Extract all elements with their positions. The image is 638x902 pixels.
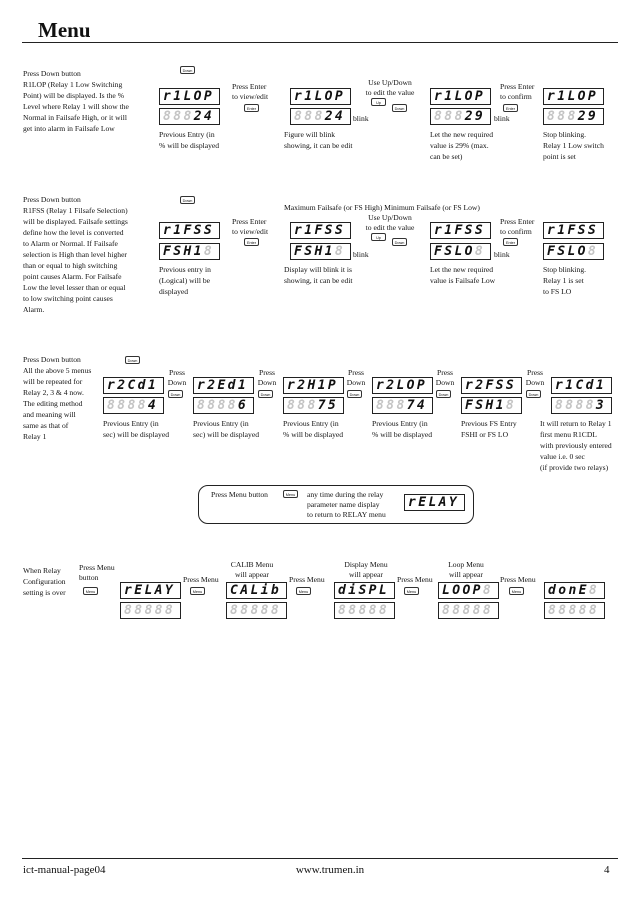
blink-label: blink (353, 250, 369, 259)
caption: Previous FS Entry FSHI or FS LO (461, 419, 517, 439)
blink-label: blink (494, 114, 510, 123)
lcd-display: r2H1P (283, 377, 344, 394)
caption: Let the new required value is 29% (max. can be set) (430, 130, 494, 161)
lcd-display: 88824 (290, 108, 351, 125)
press-enter-label: Press Enter to view/edit (232, 217, 269, 236)
lcd-display: 88875 (283, 397, 344, 414)
failsafe-heading: Maximum Failsafe (or FS High) Minimum Failsafe (or FS Low) (284, 203, 480, 212)
enter-button[interactable]: Enter (244, 104, 259, 112)
caption: Previous Entry (in % will be displayed (372, 419, 433, 439)
lcd-display: 88888 (544, 602, 605, 619)
lcd-display: 88888 (334, 602, 395, 619)
lcd-display: r1LOP (543, 88, 604, 105)
lcd-display: r2LOP (372, 377, 433, 394)
lcd-display: 88874 (372, 397, 433, 414)
calib-menu-label: CALIB Menu will appear (230, 560, 274, 579)
press-enter-confirm-label: Press Enter to confirm (500, 82, 535, 101)
lcd-display: 88829 (430, 108, 491, 125)
press-down-label: Press Down (167, 368, 187, 387)
press-down-label: Press Down (525, 368, 545, 387)
lcd-display: r1FSS (430, 222, 491, 239)
lcd-display: r1LOP (430, 88, 491, 105)
down-button[interactable]: Down (258, 390, 273, 398)
lcd-display: diSPL (334, 582, 395, 599)
page-number: 4 (604, 864, 610, 876)
down-button[interactable]: Down (347, 390, 362, 398)
lcd-display: donE8 (544, 582, 605, 599)
lcd-display: 88824 (159, 108, 220, 125)
down-button[interactable]: Down (180, 66, 195, 74)
press-enter-label: Press Enter to view/edit (232, 82, 269, 101)
lcd-display: rELAY (404, 494, 465, 511)
lcd-display: FSH18 (461, 397, 522, 414)
up-button[interactable]: Up (371, 98, 386, 106)
press-menu-label: Press Menu (183, 575, 219, 584)
caption: Previous Entry (in sec) will be displayed (193, 419, 260, 439)
caption: Previous entry in (Logical) will be displayed (159, 265, 211, 296)
menu-button[interactable]: Menu (283, 490, 298, 498)
section4-intro: When Relay Configuration setting is over (23, 566, 66, 597)
lcd-display: r1LOP (290, 88, 351, 105)
press-down-label: Press Down (435, 368, 455, 387)
blink-label: blink (494, 250, 510, 259)
use-updown-label: Use Up/Down to edit the value (365, 213, 415, 232)
menu-button[interactable]: Menu (83, 587, 98, 595)
title-rule (22, 42, 618, 43)
caption: Stop blinking. Relay 1 is set to FS LO (543, 265, 587, 296)
caption: It will return to Relay 1 first menu R1CDL with previously entered value i.e. 0 sec (if provide two relays) (540, 419, 612, 472)
press-menu-label: Press Menu button (211, 490, 268, 499)
lcd-display: LOOP8 (438, 582, 499, 599)
menu-return-text: any time during the relay parameter name display to return to RELAY menu (307, 490, 386, 519)
lcd-display: r2Ed1 (193, 377, 254, 394)
lcd-display: FSH18 (290, 243, 351, 260)
caption: Previous Entry (in % will be displayed (159, 130, 220, 150)
lcd-display: CALib (226, 582, 287, 599)
page-title: Menu (38, 18, 91, 42)
lcd-display: FSLO8 (543, 243, 604, 260)
display-menu-label: Display Menu will appear (344, 560, 388, 579)
lcd-display: 88886 (193, 397, 254, 414)
press-menu-label: Press Menu (289, 575, 325, 584)
blink-label: blink (353, 114, 369, 123)
down-button[interactable]: Down (180, 196, 195, 204)
section3-intro: Press Down button All the above 5 menus will be repeated for Relay 2, 3 & 4 now. The editing method and meaning will same as that of Relay 1 (23, 355, 92, 441)
menu-button[interactable]: Menu (509, 587, 524, 595)
caption: Stop blinking. Relay 1 Low switch point is set (543, 130, 604, 161)
lcd-display: 88888 (226, 602, 287, 619)
lcd-display: 88883 (551, 397, 612, 414)
caption: Figure will blink showing, it can be edit (284, 130, 353, 150)
footer-url[interactable]: www.trumen.in (295, 864, 365, 876)
caption: Display will blink it is showing, it can be edit (284, 265, 353, 285)
lcd-display: r1FSS (159, 222, 220, 239)
lcd-display: FSH18 (159, 243, 220, 260)
menu-button[interactable]: Menu (296, 587, 311, 595)
down-button[interactable]: Down (392, 238, 407, 246)
lcd-display: rELAY (120, 582, 181, 599)
caption: Previous Entry (in sec) will be displayed (103, 419, 170, 439)
press-menu-label: Press Menu button (79, 563, 115, 582)
menu-button[interactable]: Menu (404, 587, 419, 595)
enter-button[interactable]: Enter (503, 104, 518, 112)
lcd-display: r2FSS (461, 377, 522, 394)
up-button[interactable]: Up (371, 233, 386, 241)
down-button[interactable]: Down (392, 104, 407, 112)
caption: Previous Entry (in % will be displayed (283, 419, 344, 439)
section2-intro: Press Down button R1FSS (Relay 1 Filsafe Selection) will be displayed. Failsafe settings define how the level is converted to Alarm or Normal. If Failsafe selection is High than level higher than or equal to high switching point causes Alarm. For Failsafe Low the level lesser than or equal to low switching point causes Alarm. (23, 195, 128, 314)
lcd-display: 88884 (103, 397, 164, 414)
press-down-label: Press Down (346, 368, 366, 387)
footer-rule (22, 858, 618, 859)
press-menu-label: Press Menu (397, 575, 433, 584)
lcd-display: r1LOP (159, 88, 220, 105)
footer-left: ict-manual-page04 (23, 864, 106, 876)
section1-intro: Press Down button R1LOP (Relay 1 Low Switching Point) will be displayed. Is the % Level where Relay 1 will show the Normal in Failsafe High, or it will get into alarm in Failsafe Low (23, 69, 129, 133)
press-menu-label: Press Menu (500, 575, 536, 584)
lcd-display: 88888 (438, 602, 499, 619)
lcd-display: r1Cd1 (551, 377, 612, 394)
press-down-label: Press Down (257, 368, 277, 387)
press-enter-confirm-label: Press Enter to confirm (500, 217, 535, 236)
use-updown-label: Use Up/Down to edit the value (365, 78, 415, 97)
caption: Let the new required value is Failsafe Low (430, 265, 496, 285)
lcd-display: 88829 (543, 108, 604, 125)
lcd-display: r1FSS (543, 222, 604, 239)
enter-button[interactable]: Enter (244, 238, 259, 246)
down-button[interactable]: Down (125, 356, 140, 364)
down-button[interactable]: Down (526, 390, 541, 398)
enter-button[interactable]: Enter (503, 238, 518, 246)
down-button[interactable]: Down (168, 390, 183, 398)
lcd-display: r2Cd1 (103, 377, 164, 394)
lcd-display: 88888 (120, 602, 181, 619)
lcd-display: FSLO8 (430, 243, 491, 260)
loop-menu-label: Loop Menu will appear (448, 560, 484, 579)
down-button[interactable]: Down (436, 390, 451, 398)
menu-button[interactable]: Menu (190, 587, 205, 595)
lcd-display: r1FSS (290, 222, 351, 239)
